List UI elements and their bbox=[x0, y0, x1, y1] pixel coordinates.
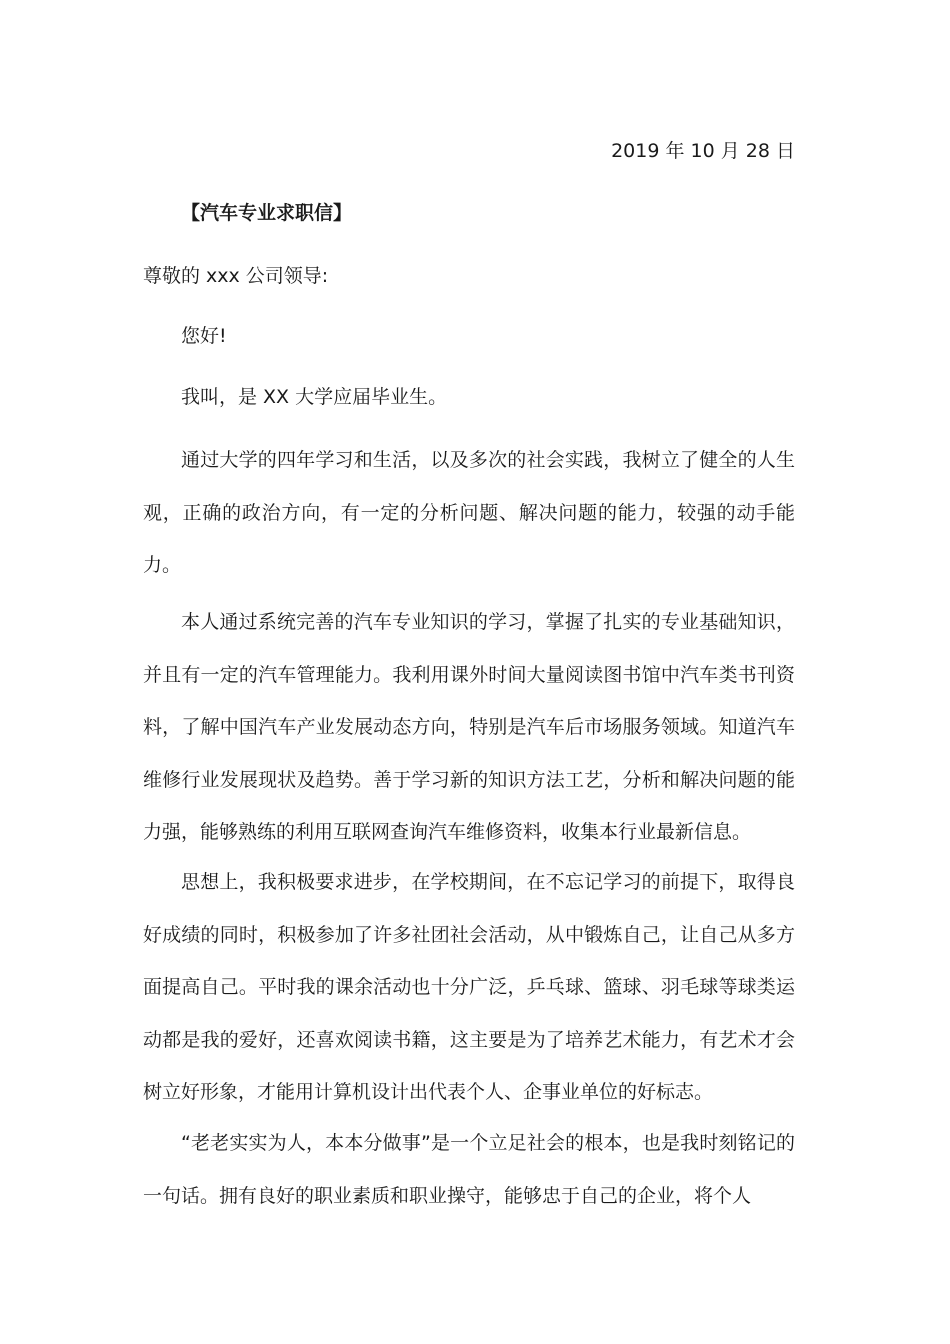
letter-paragraph: “老老实实为人，本本分做事”是一个立足社会的根本，也是我时刻铭记的一句话。拥有良好的职业素质和职业操守，能够忠于自己的企业，将个人 bbox=[143, 1132, 795, 1207]
letter-intro: 我叫，是 XX 大学应届毕业生。 bbox=[181, 386, 448, 408]
letter-salutation: 尊敬的 xxx 公司领导: bbox=[143, 265, 329, 287]
letter-paragraph: 通过大学的四年学习和生活，以及多次的社会实践，我树立了健全的人生观，正确的政治方向，有一定的分析问题、解决问题的能力，较强的动手能力。 bbox=[143, 449, 795, 577]
letter-title: 【汽车专业求职信】 bbox=[181, 202, 353, 224]
letter-paragraph: 思想上，我积极要求进步，在学校期间，在不忘记学习的前提下，取得良好成绩的同时，积极参加了许多社团社会活动，从中锻炼自己，让自己从多方面提高自己。平时我的课余活动也十分广泛，乒乓球、篮球、羽毛球等球类运动都是我的爱好，还喜欢阅读书籍，这主要是为了培养艺术能力，有艺术才会树立好形象，才能用计算机设计出代表个人、企事业单位的好标志。 bbox=[143, 871, 795, 1104]
letter-date: 2019 年 10 月 28 日 bbox=[611, 140, 795, 162]
letter-paragraph: 本人通过系统完善的汽车专业知识的学习，掌握了扎实的专业基础知识，并且有一定的汽车管理能力。我利用课外时间大量阅读图书馆中汽车类书刊资料，了解中国汽车产业发展动态方向，特别是汽车后市场服务领域。知道汽车维修行业发展现状及趋势。善于学习新的知识方法工艺，分析和解决问题的能力强，能够熟练的利用互联网查询汽车维修资料，收集本行业最新信息。 bbox=[143, 611, 795, 844]
letter-greeting: 您好! bbox=[181, 325, 227, 347]
